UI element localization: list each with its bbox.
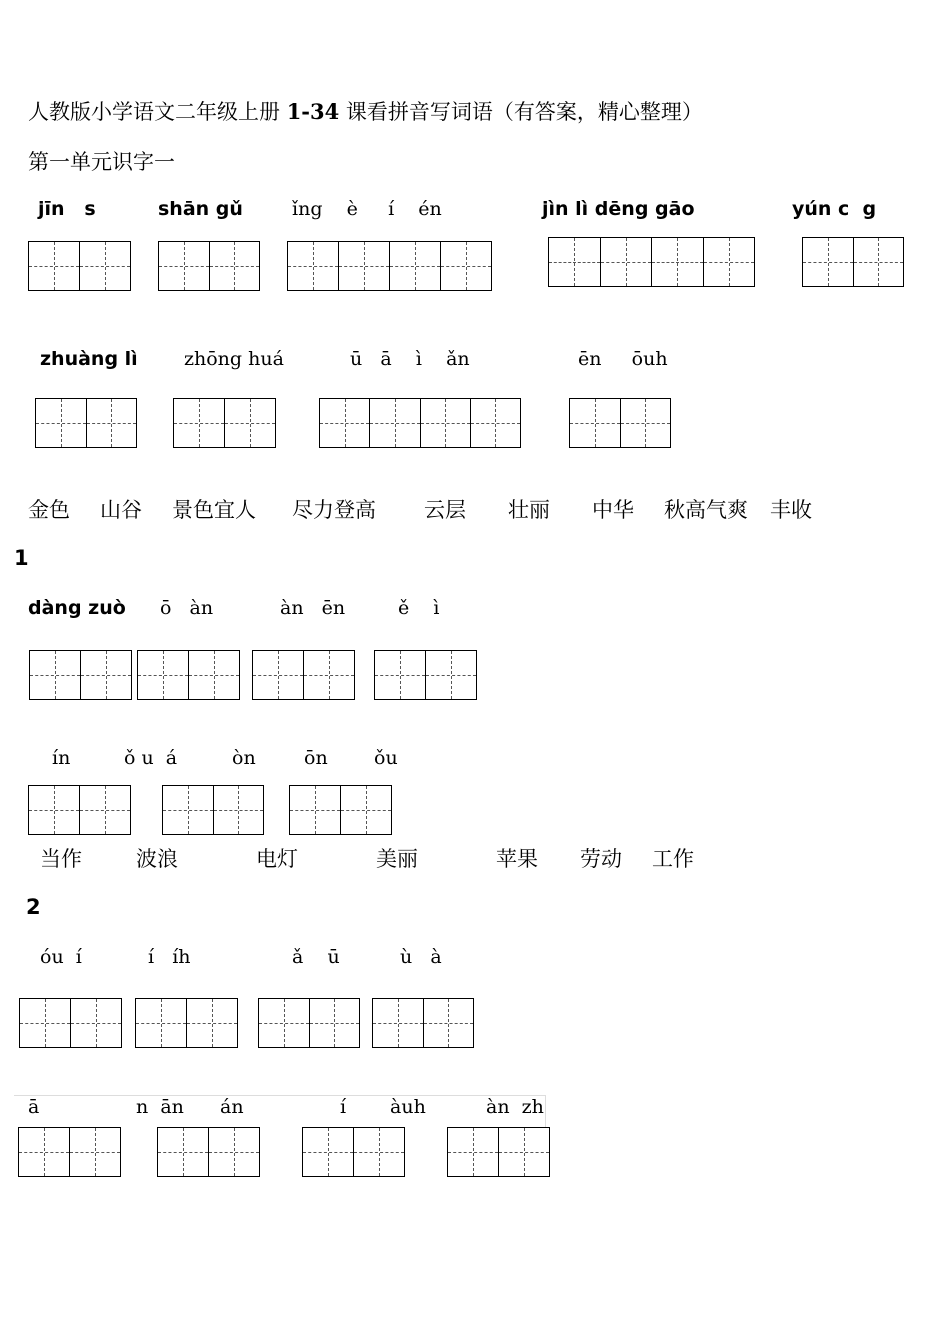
pinyin-prompt: í	[340, 1096, 347, 1118]
writing-grid[interactable]	[319, 398, 521, 448]
writing-grid[interactable]	[372, 998, 474, 1048]
pinyin-prompt: ǒu	[374, 747, 398, 769]
writing-grid[interactable]	[157, 1127, 260, 1177]
pinyin-prompt: ín	[52, 747, 71, 769]
writing-grid[interactable]	[35, 398, 137, 448]
writing-grid[interactable]	[569, 398, 671, 448]
unit-heading: 第一单元识字一	[28, 150, 175, 174]
faint-rule	[14, 1095, 546, 1127]
answer-word: 当作	[40, 847, 82, 871]
pinyin-prompt: dàng zuò	[28, 597, 126, 619]
pinyin-prompt: ōn	[304, 747, 328, 769]
writing-grid[interactable]	[135, 998, 238, 1048]
answer-word: 云层	[424, 498, 466, 522]
answer-word: 金色	[28, 498, 70, 522]
writing-grid[interactable]	[374, 650, 477, 700]
writing-grid[interactable]	[447, 1127, 550, 1177]
answer-word: 波浪	[136, 847, 178, 871]
pinyin-prompt: ō àn	[160, 597, 214, 619]
pinyin-prompt: zhōng huá	[184, 348, 284, 370]
pinyin-prompt: ǎ ū	[292, 946, 340, 968]
answer-word: 丰收	[770, 498, 812, 522]
writing-grid[interactable]	[258, 998, 360, 1048]
answer-word: 壮丽	[508, 498, 550, 522]
writing-grid[interactable]	[158, 241, 260, 291]
pinyin-prompt: àuh	[390, 1096, 426, 1118]
pinyin-prompt: ū ā ì ǎn	[350, 348, 470, 370]
lesson-number: 1	[14, 546, 29, 570]
writing-grid[interactable]	[289, 785, 392, 835]
lesson-number: 2	[26, 895, 41, 919]
pinyin-prompt: ǐng è í én	[292, 198, 442, 220]
answer-word: 劳动	[580, 847, 622, 871]
answer-word: 秋高气爽	[664, 498, 748, 522]
pinyin-prompt: óu í	[40, 946, 82, 968]
writing-grid[interactable]	[252, 650, 355, 700]
writing-grid[interactable]	[19, 998, 122, 1048]
answer-word: 景色宜人	[172, 498, 256, 522]
writing-grid[interactable]	[173, 398, 276, 448]
writing-grid[interactable]	[548, 237, 755, 287]
writing-grid[interactable]	[18, 1127, 121, 1177]
writing-grid[interactable]	[28, 785, 131, 835]
pinyin-prompt: án	[220, 1096, 244, 1118]
answer-word: 尽力登高	[292, 498, 376, 522]
pinyin-prompt: jìn lì dēng gāo	[542, 198, 695, 220]
pinyin-prompt: n ān	[136, 1096, 184, 1118]
writing-grid[interactable]	[802, 237, 904, 287]
pinyin-prompt: jīn s	[38, 198, 96, 220]
pinyin-prompt: ě ì	[398, 597, 440, 619]
pinyin-prompt: àn zh	[486, 1096, 544, 1118]
writing-grid[interactable]	[137, 650, 240, 700]
pinyin-prompt: ā	[28, 1096, 40, 1118]
writing-grid[interactable]	[28, 241, 131, 291]
pinyin-prompt: òn	[232, 747, 256, 769]
answer-word: 工作	[652, 847, 694, 871]
answer-word: 美丽	[376, 847, 418, 871]
answer-word: 苹果	[496, 847, 538, 871]
pinyin-prompt: shān gǔ	[158, 198, 243, 220]
pinyin-prompt: yún c g	[792, 198, 877, 220]
answer-word: 山谷	[100, 498, 142, 522]
writing-grid[interactable]	[302, 1127, 405, 1177]
answer-word: 中华	[592, 498, 634, 522]
writing-grid[interactable]	[29, 650, 132, 700]
writing-grid[interactable]	[162, 785, 264, 835]
pinyin-prompt: ǒ u á	[124, 747, 178, 769]
pinyin-prompt: zhuàng lì	[40, 348, 138, 370]
pinyin-prompt: ù à	[400, 946, 442, 968]
page-title: 人教版小学语文二年级上册 1-34 课看拼音写词语（有答案，精心整理）	[28, 99, 703, 124]
pinyin-prompt: àn ēn	[280, 597, 346, 619]
writing-grid[interactable]	[287, 241, 492, 291]
pinyin-prompt: ēn ōuh	[578, 348, 668, 370]
answer-word: 电灯	[256, 847, 298, 871]
pinyin-prompt: í íh	[148, 946, 191, 968]
